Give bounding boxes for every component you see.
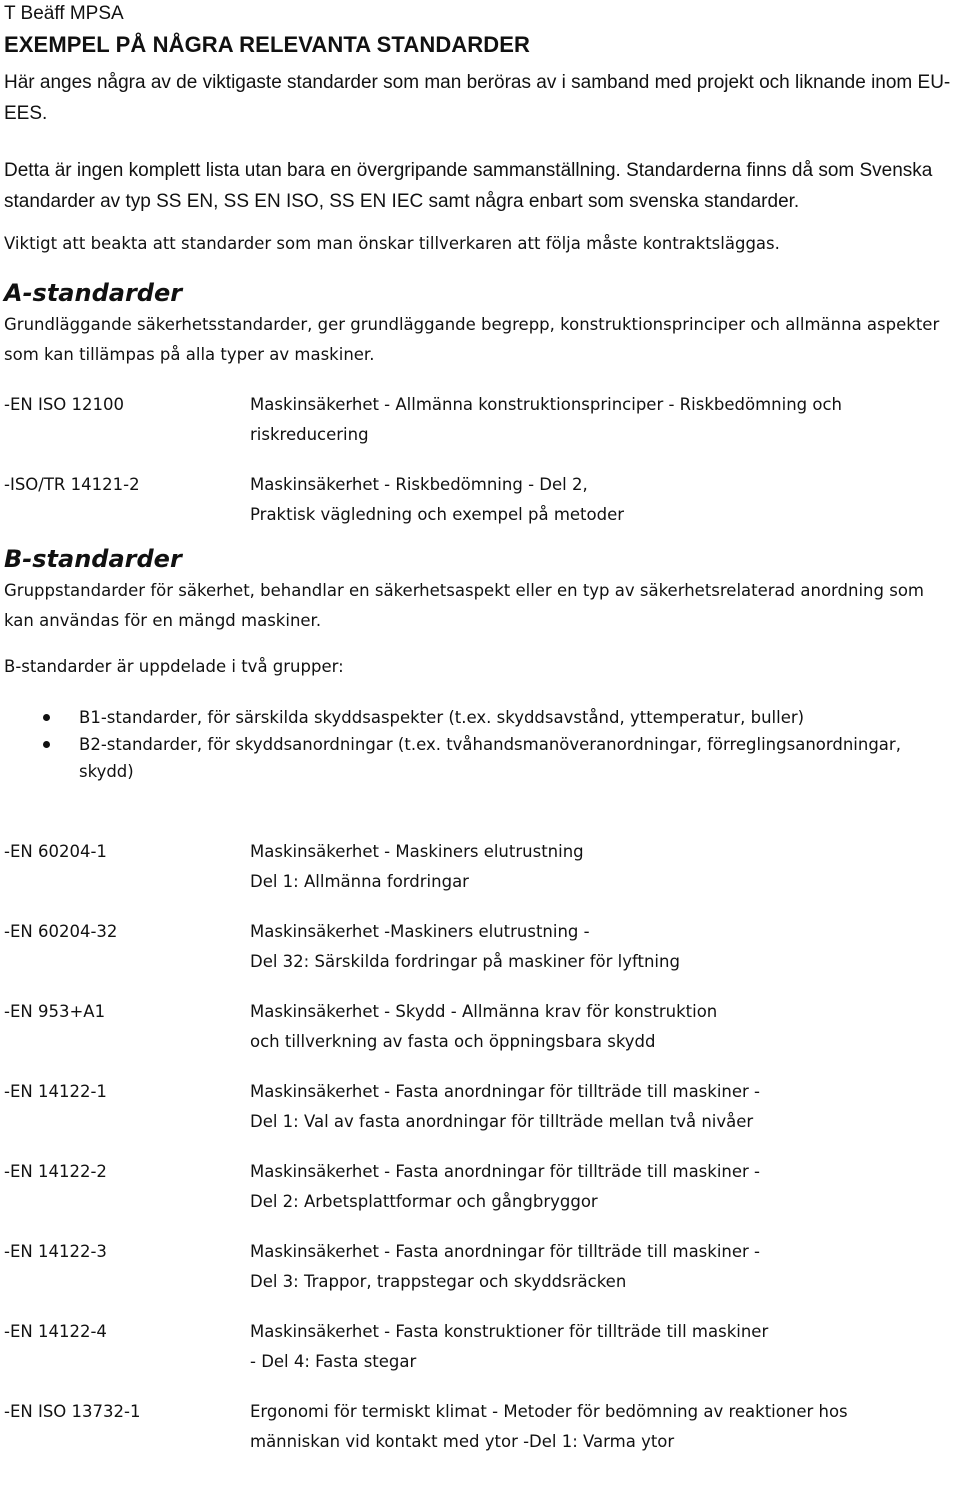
intro-paragraph-2: Detta är ingen komplett lista utan bara en övergripande sammanställning. Standarderna finns då som Svenska standarder av typ SS EN, SS EN ISO, SS EN IEC samt några enbart som svenska standarder.	[4, 160, 933, 212]
standard-title: Maskinsäkerhet - Fasta konstruktioner för tillträde till maskiner	[250, 1322, 769, 1341]
standard-subtitle: Del 1: Allmänna fordringar	[250, 872, 469, 891]
bullet-icon	[43, 714, 50, 721]
document-page	[4, 0, 956, 1457]
standard-title: Maskinsäkerhet - Fasta anordningar för tillträde till maskiner -	[250, 1082, 761, 1101]
standard-code: -EN 14122-1	[4, 1082, 107, 1101]
standard-subtitle: Del 2: Arbetsplattformar och gångbryggor	[250, 1192, 598, 1211]
standard-code: -ISO/TR 14121-2	[4, 475, 140, 494]
list-item: B2-standarder, för skyddsanordningar (t.ex. tvåhandsmanöveranordningar, förreglingsanordningar, skydd)	[4, 731, 956, 785]
standard-code: -EN 14122-2	[4, 1162, 107, 1181]
page-title: EXEMPEL PÅ NÅGRA RELEVANTA STANDARDER	[4, 32, 531, 57]
standard-title: Maskinsäkerhet -Maskiners elutrustning -	[250, 922, 590, 941]
b-standards-list	[4, 837, 956, 1457]
standard-code: -EN 14122-4	[4, 1322, 107, 1341]
document-header: T Beäff MPSA	[4, 3, 124, 24]
standard-row	[4, 390, 956, 450]
standard-row	[4, 1237, 956, 1297]
b-groups-intro: B-standarder är uppdelade i två grupper:	[4, 657, 344, 676]
bullet-icon	[43, 741, 50, 748]
standard-code: -EN 953+A1	[4, 1002, 106, 1021]
standard-code: -EN ISO 13732-1	[4, 1402, 141, 1421]
standard-subtitle: människan vid kontakt med ytor -Del 1: Varma ytor	[250, 1432, 675, 1451]
a-standards-description: Grundläggande säkerhetsstandarder, ger grundläggande begrepp, konstruktionsprinciper och allmänna aspekter som kan tillämpas på alla typer av maskiner.	[4, 315, 940, 364]
standard-title: Maskinsäkerhet - Riskbedömning - Del 2,	[250, 475, 588, 494]
a-standards-list	[4, 390, 956, 530]
standard-title: Maskinsäkerhet - Maskiners elutrustning	[250, 842, 584, 861]
standard-subtitle: Del 3: Trappor, trappstegar och skyddsräcken	[250, 1272, 627, 1291]
standard-row	[4, 997, 956, 1057]
standard-row	[4, 1077, 956, 1137]
standard-code: -EN 60204-32	[4, 922, 118, 941]
standard-row	[4, 470, 956, 530]
standard-row	[4, 1317, 956, 1377]
intro-paragraph-1: Här anges några av de viktigaste standarder som man beröras av i samband med projekt och liknande inom EU-EES.	[4, 72, 951, 124]
standard-code: -EN ISO 12100	[4, 395, 125, 414]
standard-title: Ergonomi för termiskt klimat - Metoder för bedömning av reaktioner hos	[250, 1402, 848, 1421]
standard-row	[4, 1157, 956, 1217]
standard-subtitle: Praktisk vägledning och exempel på metoder	[250, 505, 625, 524]
standard-row	[4, 1397, 956, 1457]
list-item: B1-standarder, för särskilda skyddsaspekter (t.ex. skyddsavstånd, yttemperatur, buller)	[4, 704, 956, 731]
standard-row	[4, 917, 956, 977]
b-standards-description: Gruppstandarder för säkerhet, behandlar en säkerhetsaspekt eller en typ av säkerhetsrelaterad anordning som kan användas för en mängd maskiner.	[4, 581, 924, 630]
b-standards-heading: B-standarder	[4, 545, 182, 573]
standard-title: Maskinsäkerhet - Allmänna konstruktionsprinciper - Riskbedömning och riskreducering	[250, 395, 842, 444]
standard-code: -EN 60204-1	[4, 842, 107, 861]
standard-title: Maskinsäkerhet - Fasta anordningar för tillträde till maskiner -	[250, 1162, 761, 1181]
standard-subtitle: Del 32: Särskilda fordringar på maskiner för lyftning	[250, 952, 680, 971]
standard-title: Maskinsäkerhet - Fasta anordningar för tillträde till maskiner -	[250, 1242, 761, 1261]
intro-paragraph-3: Viktigt att beakta att standarder som man önskar tillverkaren att följa måste kontraktsläggas.	[4, 234, 780, 253]
standard-code: -EN 14122-3	[4, 1242, 107, 1261]
b-groups-list	[4, 704, 956, 785]
standard-subtitle: och tillverkning av fasta och öppningsbara skydd	[250, 1032, 656, 1051]
standard-title: Maskinsäkerhet - Skydd - Allmänna krav för konstruktion	[250, 1002, 718, 1021]
standard-subtitle: Del 1: Val av fasta anordningar för tillträde mellan två nivåer	[250, 1112, 754, 1131]
standard-subtitle: - Del 4: Fasta stegar	[250, 1352, 417, 1371]
standard-row	[4, 837, 956, 897]
a-standards-heading: A-standarder	[4, 279, 183, 307]
